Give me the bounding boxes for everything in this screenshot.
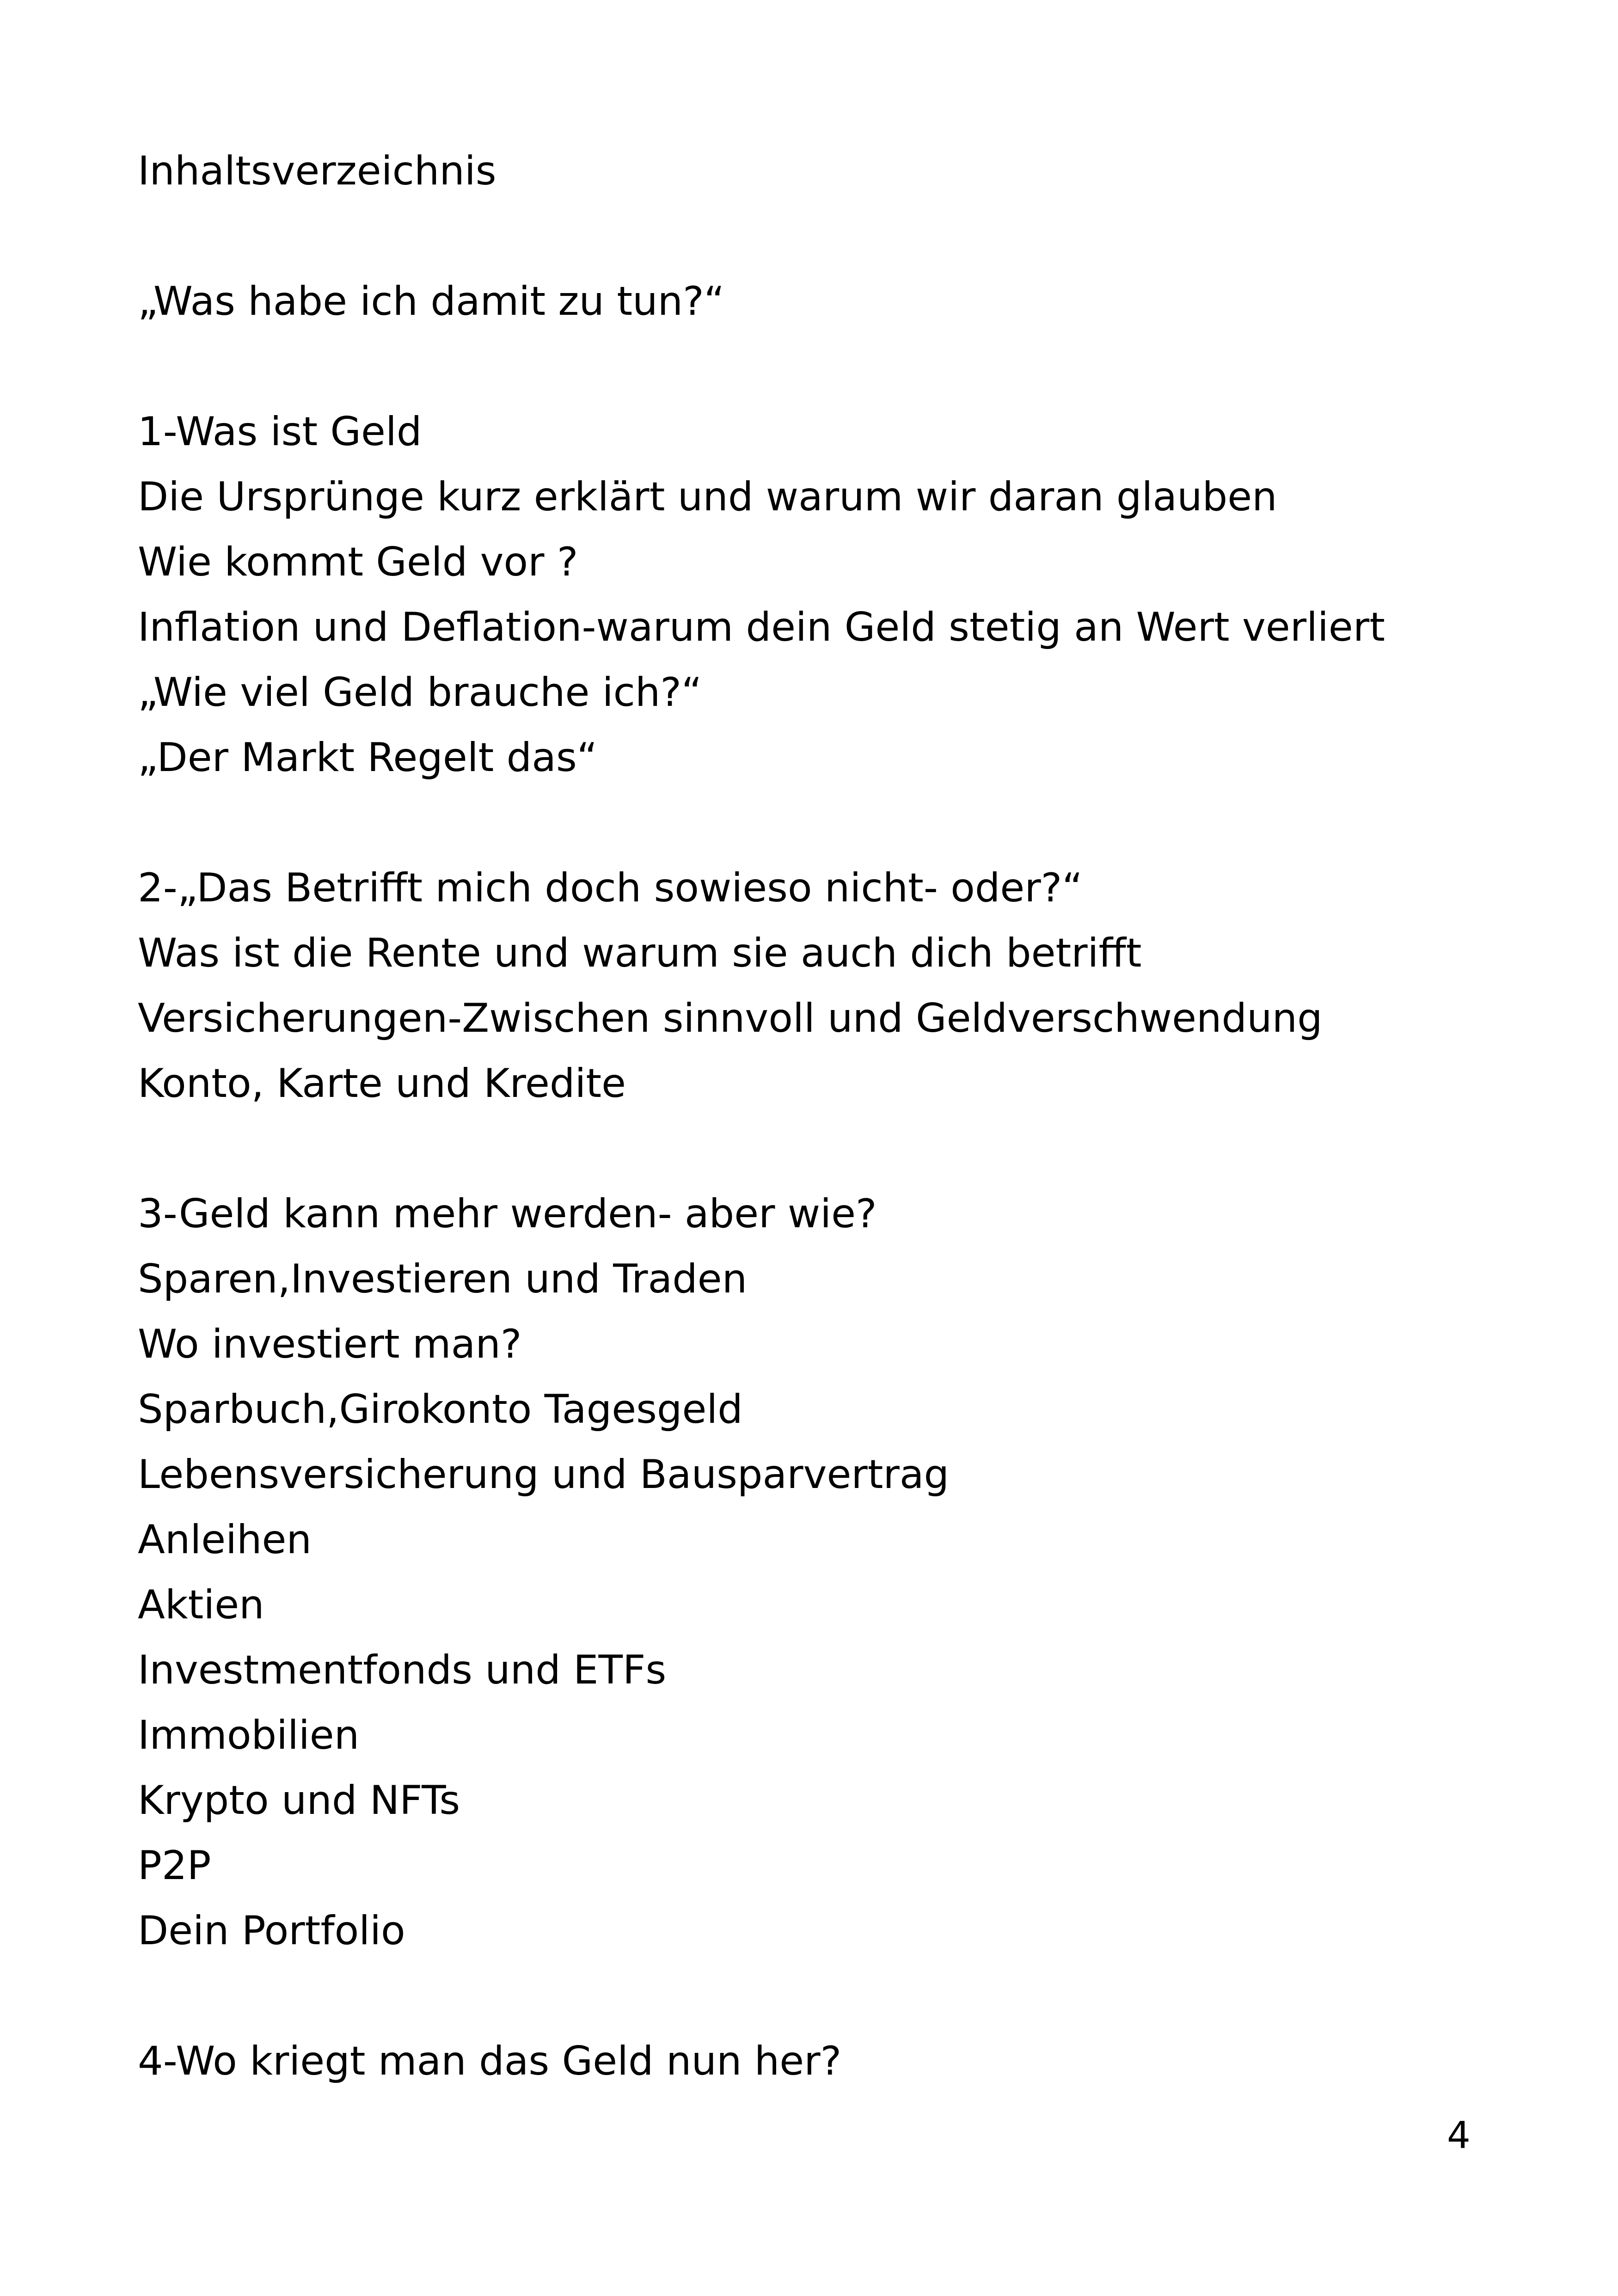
toc-entry: Sparbuch,Girokonto Tagesgeld (138, 1386, 743, 1433)
toc-entry: Immobilien (138, 1712, 360, 1758)
section-title: 1-Was ist Geld (138, 409, 422, 455)
toc-entry: Konto, Karte und Kredite (138, 1060, 626, 1107)
spacer (138, 1964, 1525, 2029)
spacer (138, 1116, 1525, 1182)
toc-entry: Investmentfonds und ETFs (138, 1647, 667, 1693)
table-of-contents (138, 139, 1525, 2094)
section-title: 2-„Das Betrifft mich doch sowieso nicht- oder?“ (138, 865, 1083, 911)
section-title: 3-Geld kann mehr werden- aber wie? (138, 1191, 877, 1237)
toc-entry: Inflation und Deflation-warum dein Geld stetig an Wert verliert (138, 604, 1385, 650)
toc-entry: Lebensversicherung und Bausparvertrag (138, 1451, 950, 1498)
toc-entry: Dein Portfolio (138, 1908, 405, 1954)
spacer (138, 334, 1525, 399)
toc-entry: Wo investiert man? (138, 1321, 522, 1367)
toc-entry: „Wie viel Geld brauche ich?“ (138, 669, 702, 716)
toc-entry: P2P (138, 1843, 211, 1889)
toc-entry: Wie kommt Geld vor ? (138, 539, 578, 585)
toc-entry: Versicherungen-Zwischen sinnvoll und Geldverschwendung (138, 995, 1323, 1041)
toc-entry: Die Ursprünge kurz erklärt und warum wir daran glauben (138, 474, 1277, 520)
toc-entry: Krypto und NFTs (138, 1777, 460, 1824)
toc-entry: Was ist die Rente und warum sie auch dich betrifft (138, 930, 1142, 976)
toc-intro-entry: „Was habe ich damit zu tun?“ (138, 278, 725, 325)
spacer (138, 790, 1525, 856)
toc-entry: Anleihen (138, 1517, 312, 1563)
toc-heading: Inhaltsverzeichnis (138, 148, 496, 194)
toc-entry: Aktien (138, 1582, 264, 1628)
spacer (138, 204, 1525, 269)
toc-entry: Sparen,Investieren und Traden (138, 1256, 748, 1302)
toc-entry: „Der Markt Regelt das“ (138, 735, 598, 781)
section-title: 4-Wo kriegt man das Geld nun her? (138, 2038, 842, 2084)
page-number: 4 (1447, 2114, 1471, 2157)
